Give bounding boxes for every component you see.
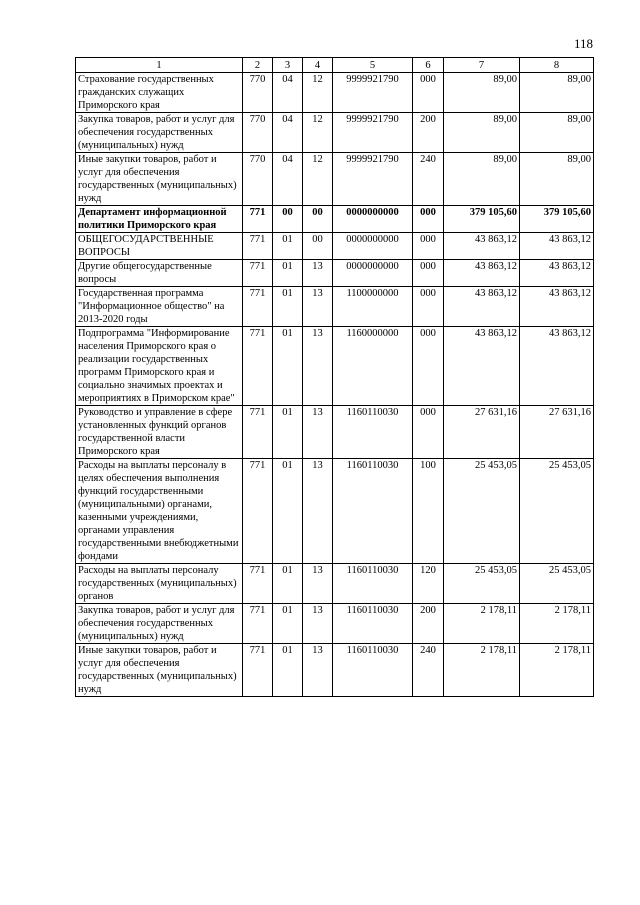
target-code: 9999921790: [333, 73, 413, 113]
table-row: [76, 113, 594, 153]
section-code: 04: [273, 73, 303, 113]
ministry-code: 771: [243, 233, 273, 260]
column-header: 6: [413, 58, 444, 73]
target-code: 1160110030: [333, 459, 413, 564]
target-code: 1160110030: [333, 604, 413, 644]
ministry-code: 770: [243, 153, 273, 206]
ministry-code: 771: [243, 564, 273, 604]
row-name: Расходы на выплаты персоналу государственных (муниципальных) органов: [76, 564, 243, 604]
expense-type-code: 000: [413, 287, 444, 327]
amount-col7: 2 178,11: [444, 604, 520, 644]
target-code: 1160110030: [333, 564, 413, 604]
table-row: [76, 327, 594, 406]
amount-col8: 25 453,05: [520, 459, 594, 564]
expense-type-code: 240: [413, 644, 444, 697]
ministry-code: 771: [243, 206, 273, 233]
section-code: 01: [273, 459, 303, 564]
section-code: 01: [273, 287, 303, 327]
amount-col8: 27 631,16: [520, 406, 594, 459]
subsection-code: 13: [303, 459, 333, 564]
amount-col7: 25 453,05: [444, 564, 520, 604]
expense-type-code: 100: [413, 459, 444, 564]
amount-col7: 43 863,12: [444, 287, 520, 327]
row-name: Закупка товаров, работ и услуг для обеспечения государственных (муниципальных) нужд: [76, 604, 243, 644]
ministry-code: 770: [243, 73, 273, 113]
row-name: Департамент информационной политики Приморского края: [76, 206, 243, 233]
subsection-code: 13: [303, 564, 333, 604]
ministry-code: 771: [243, 327, 273, 406]
row-name: Подпрограмма "Информирование населения Приморского края о реализации государственных программ Приморского края и социально значимых проектах и мероприятиях в Приморском крае": [76, 327, 243, 406]
ministry-code: 770: [243, 113, 273, 153]
column-header: 3: [273, 58, 303, 73]
amount-col8: 43 863,12: [520, 260, 594, 287]
table-row: [76, 233, 594, 260]
expense-type-code: 000: [413, 327, 444, 406]
amount-col8: 89,00: [520, 113, 594, 153]
target-code: 0000000000: [333, 206, 413, 233]
column-header: 2: [243, 58, 273, 73]
table-row: [76, 206, 594, 233]
row-name: Иные закупки товаров, работ и услуг для обеспечения государственных (муниципальных) нужд: [76, 644, 243, 697]
target-code: 9999921790: [333, 153, 413, 206]
amount-col8: 89,00: [520, 73, 594, 113]
amount-col8: 2 178,11: [520, 604, 594, 644]
table-row: [76, 459, 594, 564]
table-body: [76, 73, 594, 697]
expense-type-code: 200: [413, 604, 444, 644]
amount-col8: 2 178,11: [520, 644, 594, 697]
ministry-code: 771: [243, 604, 273, 644]
section-code: 04: [273, 153, 303, 206]
table-row: [76, 604, 594, 644]
row-name: Расходы на выплаты персоналу в целях обеспечения выполнения функций государственными (муниципальными) органами, казенными учреждениями, органами управления государственными внебюджетными фондами: [76, 459, 243, 564]
target-code: 1160110030: [333, 644, 413, 697]
row-name: Закупка товаров, работ и услуг для обеспечения государственных (муниципальных) нужд: [76, 113, 243, 153]
section-code: 04: [273, 113, 303, 153]
amount-col8: 43 863,12: [520, 287, 594, 327]
section-code: 01: [273, 260, 303, 287]
expense-type-code: 240: [413, 153, 444, 206]
subsection-code: 12: [303, 153, 333, 206]
row-name: Иные закупки товаров, работ и услуг для обеспечения государственных (муниципальных) нужд: [76, 153, 243, 206]
section-code: 01: [273, 406, 303, 459]
expense-type-code: 120: [413, 564, 444, 604]
target-code: 1160000000: [333, 327, 413, 406]
table-row: [76, 406, 594, 459]
ministry-code: 771: [243, 406, 273, 459]
amount-col7: 25 453,05: [444, 459, 520, 564]
target-code: 1100000000: [333, 287, 413, 327]
section-code: 01: [273, 604, 303, 644]
table-row: [76, 287, 594, 327]
target-code: 0000000000: [333, 233, 413, 260]
subsection-code: 13: [303, 260, 333, 287]
header-row: [76, 58, 594, 73]
column-header: 5: [333, 58, 413, 73]
expense-type-code: 000: [413, 406, 444, 459]
subsection-code: 13: [303, 327, 333, 406]
table-row: [76, 260, 594, 287]
amount-col8: 25 453,05: [520, 564, 594, 604]
ministry-code: 771: [243, 260, 273, 287]
amount-col7: 43 863,12: [444, 260, 520, 287]
row-name: Другие общегосударственные вопросы: [76, 260, 243, 287]
section-code: 01: [273, 644, 303, 697]
table-row: [76, 153, 594, 206]
table-row: [76, 73, 594, 113]
row-name: Государственная программа "Информационное общество" на 2013-2020 годы: [76, 287, 243, 327]
expense-type-code: 000: [413, 260, 444, 287]
subsection-code: 00: [303, 206, 333, 233]
target-code: 9999921790: [333, 113, 413, 153]
section-code: 01: [273, 564, 303, 604]
ministry-code: 771: [243, 287, 273, 327]
expense-type-code: 000: [413, 206, 444, 233]
subsection-code: 12: [303, 73, 333, 113]
amount-col8: 43 863,12: [520, 327, 594, 406]
column-header: 1: [76, 58, 243, 73]
amount-col7: 2 178,11: [444, 644, 520, 697]
amount-col7: 89,00: [444, 153, 520, 206]
row-name: ОБЩЕГОСУДАРСТВЕННЫЕ ВОПРОСЫ: [76, 233, 243, 260]
subsection-code: 13: [303, 604, 333, 644]
expense-type-code: 000: [413, 73, 444, 113]
subsection-code: 13: [303, 287, 333, 327]
section-code: 00: [273, 206, 303, 233]
expense-type-code: 000: [413, 233, 444, 260]
ministry-code: 771: [243, 644, 273, 697]
section-code: 01: [273, 327, 303, 406]
table-row: [76, 644, 594, 697]
subsection-code: 12: [303, 113, 333, 153]
amount-col7: 89,00: [444, 73, 520, 113]
table-row: [76, 564, 594, 604]
column-header: 7: [444, 58, 520, 73]
budget-table: [75, 57, 594, 697]
target-code: 1160110030: [333, 406, 413, 459]
amount-col8: 379 105,60: [520, 206, 594, 233]
expense-type-code: 200: [413, 113, 444, 153]
ministry-code: 771: [243, 459, 273, 564]
subsection-code: 13: [303, 406, 333, 459]
column-header: 8: [520, 58, 594, 73]
section-code: 01: [273, 233, 303, 260]
amount-col8: 89,00: [520, 153, 594, 206]
row-name: Страхование государственных гражданских служащих Приморского края: [76, 73, 243, 113]
subsection-code: 00: [303, 233, 333, 260]
amount-col7: 43 863,12: [444, 327, 520, 406]
column-header: 4: [303, 58, 333, 73]
page-number: 118: [573, 36, 593, 51]
amount-col7: 89,00: [444, 113, 520, 153]
amount-col7: 43 863,12: [444, 233, 520, 260]
row-name: Руководство и управление в сфере установленных функций органов государственной власти Приморского края: [76, 406, 243, 459]
amount-col8: 43 863,12: [520, 233, 594, 260]
target-code: 0000000000: [333, 260, 413, 287]
subsection-code: 13: [303, 644, 333, 697]
amount-col7: 27 631,16: [444, 406, 520, 459]
amount-col7: 379 105,60: [444, 206, 520, 233]
